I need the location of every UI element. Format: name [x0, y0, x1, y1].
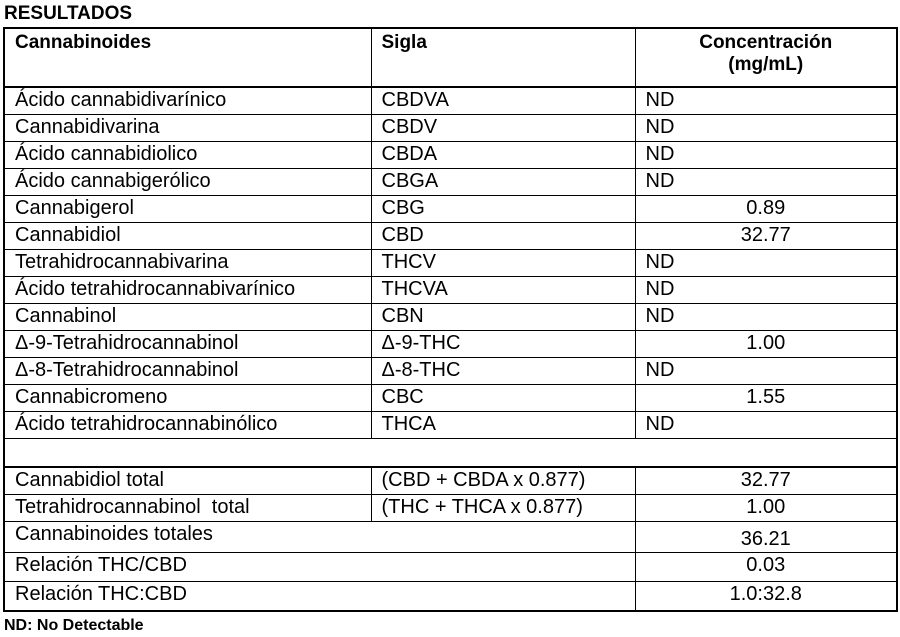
table-row — [4, 277, 897, 304]
thc-total-row — [4, 495, 897, 522]
header-concentration — [635, 28, 897, 87]
row-name: Ácido cannabidiolico — [4, 142, 371, 169]
row-sigla: CBN — [371, 304, 635, 331]
row-value: 1.00 — [635, 331, 897, 358]
row-sigla: CBDV — [371, 115, 635, 142]
footnote: ND: No Detectable — [4, 617, 144, 634]
row-sigla: CBG — [371, 196, 635, 223]
row-value: ND — [635, 87, 897, 115]
row-name: Ácido tetrahidrocannabinólico — [4, 412, 371, 439]
row-sigla: CBD — [371, 223, 635, 250]
row-name: Δ-8-Tetrahidrocannabinol — [4, 358, 371, 385]
header-concentration-unit: (mg/mL) — [728, 54, 804, 75]
table-row — [4, 223, 897, 250]
table-header — [4, 28, 897, 87]
table-row — [4, 412, 897, 439]
table-row — [4, 87, 897, 115]
row-sigla: THCA — [371, 412, 635, 439]
header-concentration-label: Concentración — [699, 32, 833, 53]
spacer-cell — [4, 439, 897, 468]
row-sigla: Δ-8-THC — [371, 358, 635, 385]
row-value: ND — [635, 250, 897, 277]
table-row — [4, 142, 897, 169]
header-cannabinoids: Cannabinoides — [4, 28, 371, 87]
row-value: ND — [635, 358, 897, 385]
row-value: ND — [635, 412, 897, 439]
cbd-total-formula: (CBD + CBDA x 0.877) — [371, 467, 635, 495]
results-title: RESULTADOS — [4, 3, 133, 24]
header-sigla: Sigla — [371, 28, 635, 87]
row-name: Ácido tetrahidrocannabivarínico — [4, 277, 371, 304]
row-name: Cannabicromeno — [4, 385, 371, 412]
row-name: Cannabidivarina — [4, 115, 371, 142]
thc-total-value: 1.00 — [635, 495, 897, 522]
table-body — [4, 87, 897, 611]
row-value: ND — [635, 169, 897, 196]
cbd-total-label: Cannabidiol total — [4, 467, 371, 495]
table-row — [4, 385, 897, 412]
row-name: Ácido cannabidivarínico — [4, 87, 371, 115]
row-name: Ácido cannabigerólico — [4, 169, 371, 196]
ratio-colon-row — [4, 582, 897, 612]
cbd-total-value: 32.77 — [635, 467, 897, 495]
ratio-slash-value: 0.03 — [635, 553, 897, 582]
row-name: Δ-9-Tetrahidrocannabinol — [4, 331, 371, 358]
thc-total-formula: (THC + THCA x 0.877) — [371, 495, 635, 522]
table-row — [4, 250, 897, 277]
row-sigla: THCVA — [371, 277, 635, 304]
row-value: 1.55 — [635, 385, 897, 412]
row-sigla: CBDA — [371, 142, 635, 169]
row-name: Cannabidiol — [4, 223, 371, 250]
row-name: Cannabinol — [4, 304, 371, 331]
spacer-row — [4, 439, 897, 468]
cannabinoids-total-label: Cannabinoides totales — [4, 522, 635, 553]
ratio-slash-label: Relación THC/CBD — [4, 553, 635, 582]
row-value: 32.77 — [635, 223, 897, 250]
table-row — [4, 358, 897, 385]
row-value: ND — [635, 277, 897, 304]
ratio-colon-value: 1.0:32.8 — [635, 582, 897, 612]
row-sigla: CBDVA — [371, 87, 635, 115]
table-row — [4, 115, 897, 142]
cannabinoids-total-row — [4, 522, 897, 553]
thc-total-label: Tetrahidrocannabinol total — [4, 495, 371, 522]
row-sigla: CBC — [371, 385, 635, 412]
cannabinoids-total-value-cell — [635, 522, 897, 553]
table-row — [4, 304, 897, 331]
table-row — [4, 169, 897, 196]
ratio-slash-row — [4, 553, 897, 582]
row-name: Cannabigerol — [4, 196, 371, 223]
cbd-total-row — [4, 467, 897, 495]
table-row — [4, 331, 897, 358]
row-value: ND — [635, 142, 897, 169]
row-value: 0.89 — [635, 196, 897, 223]
row-value: ND — [635, 115, 897, 142]
ratio-colon-label: Relación THC:CBD — [4, 582, 635, 612]
table-row — [4, 196, 897, 223]
cannabinoids-total-value: 36.21 — [740, 528, 791, 550]
row-value: ND — [635, 304, 897, 331]
row-name: Tetrahidrocannabivarina — [4, 250, 371, 277]
row-sigla: Δ-9-THC — [371, 331, 635, 358]
row-sigla: THCV — [371, 250, 635, 277]
row-sigla: CBGA — [371, 169, 635, 196]
results-table — [3, 27, 898, 612]
